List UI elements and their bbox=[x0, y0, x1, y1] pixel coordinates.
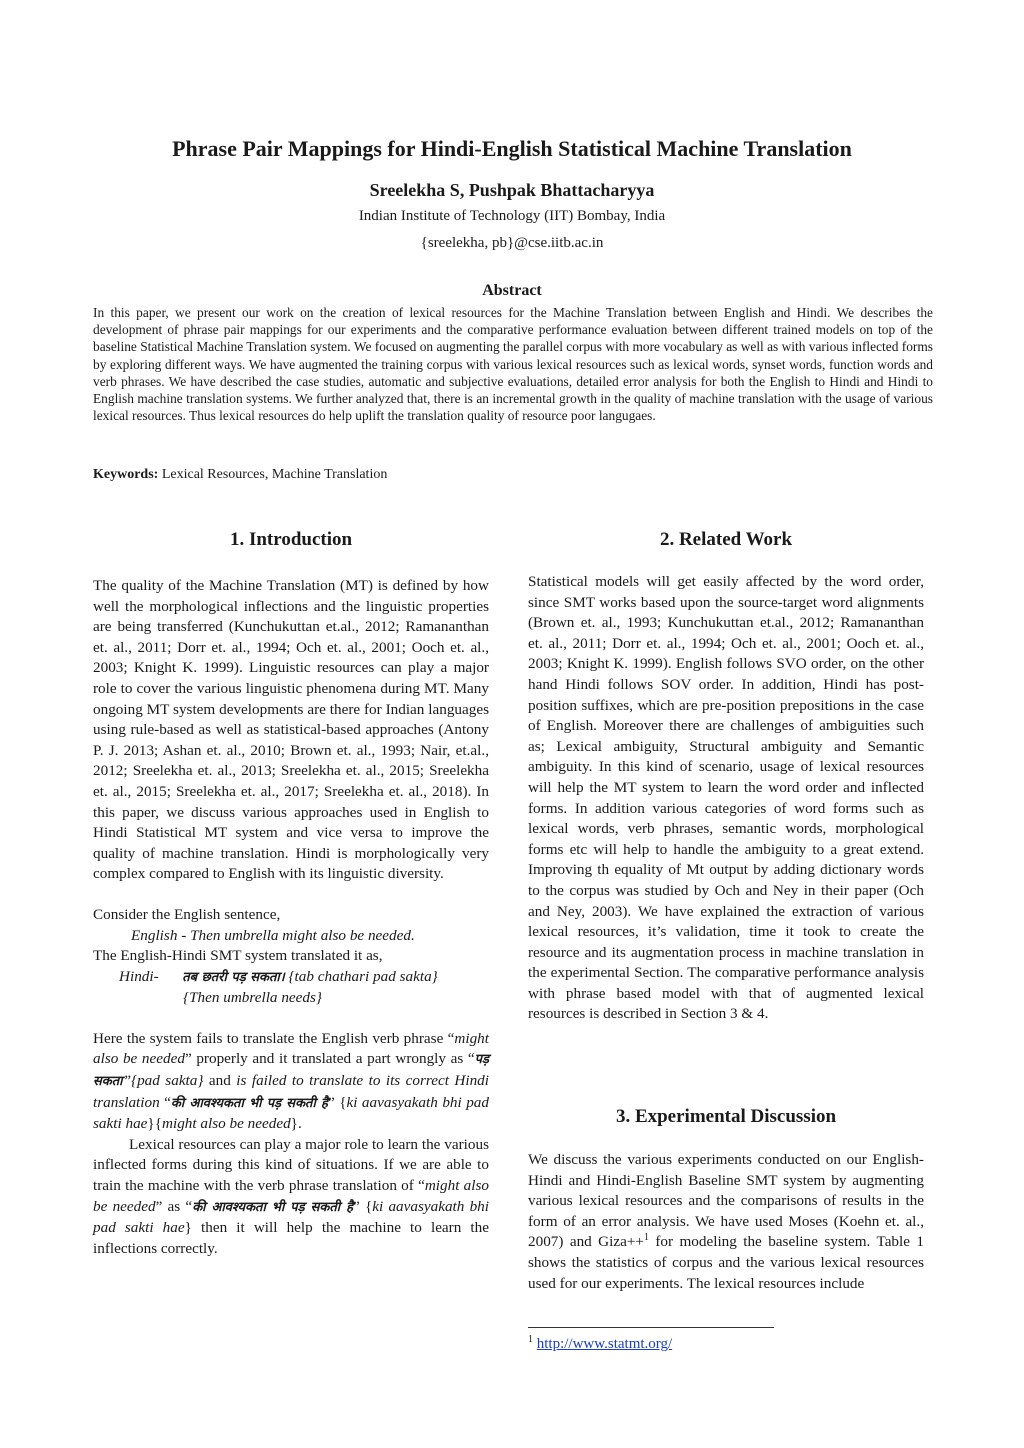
intro-paragraph-1: The quality of the Machine Translation (MT) is defined by how well the morphological inflections and the linguistic properties are being transferred (Kunchukuttan et.al., 2012; Ramananthan et. al., 2011; Dorr et. al., 1994; Och et. al., 2001; Ooch et. al., 2003; Knight K. 1999). Linguistic resources can play a major role to cover the various linguistic phenomena during MT. Many ongoing MT system developments are there for Indian languages using rule-based as well as statistical-based approaches (Antony P. J. 2013; Ashan et. al., 2010; Brown et. al., 1993; Nair, et.al., 2012; Sreelekha et. al., 2013; Sreelekha et. al., 2015; Sreelekha et. al., 2015; Sreelekha et. al., 2017; Sreelekha et. al., 2018). In this paper, we discuss various approaches used in English to Hindi Statistical MT system and vice versa to improve the quality of machine translation. Hindi is morphologically very complex compared to English with its linguistic diversity. bbox=[93, 577, 489, 883]
footnote-marker[interactable]: 1 bbox=[643, 1232, 649, 1244]
affiliation: Indian Institute of Technology (IIT) Bombay, India bbox=[358, 208, 666, 224]
hindi-transliteration: {tab chathari pad sakta} bbox=[288, 967, 438, 985]
abstract-heading: Abstract bbox=[482, 282, 542, 299]
email: {sreelekha, pb}@cse.iitb.ac.in bbox=[420, 235, 604, 251]
intro-heading: 1. Introduction bbox=[229, 529, 353, 550]
keywords-label: Keywords: bbox=[93, 467, 159, 482]
intro-paragraph-2: Here the system fails to translate the English verb phrase “might also be needed” properly and it translated a part wrongly as “पड़ सकता”{pad sakta} and is failed to translate to its correct Hindi translation “की आवश्यकता भी पड़ सकती है” {ki aavasyakath bhi pad sakti hae}{might also be needed}. bbox=[93, 1029, 489, 1133]
translated-as-line: The English-Hindi SMT system translated it as, bbox=[93, 947, 383, 965]
abstract-body: In this paper, we present our work on the creation of lexical resources for the Machine Translation between English and Hindi. We describes the development of phrase pair mappings for our experiments and the comparative performance evaluation between different trained models on top of the baseline Statistical Machine Translation system. We focused on augmenting the parallel corpus with more vocabulary as well as with various inflected forms by exploring different ways. We have augmented the training corpus with various lexical resources such as lexical words, synset words, function words and verb phrases. We have described the case studies, automatic and subjective evaluations, detailed error analysis for both the English to Hindi and Hindi to English machine translation systems. We further analyzed that, there is an incremental growth in the quality of machine translation with the usage of various lexical resources. Thus lexical resources do help uplift the translation quality of resource poor langugaes. bbox=[93, 305, 933, 424]
hindi-gloss: {Then umbrella needs} bbox=[183, 989, 322, 1007]
footnote-number: 1 bbox=[528, 1334, 533, 1345]
keywords bbox=[93, 467, 933, 483]
hindi-text: तब छतरी पड़ सकता। bbox=[182, 969, 285, 985]
authors: Sreelekha S, Pushpak Bhattacharyya bbox=[369, 180, 655, 200]
related-heading: 2. Related Work bbox=[659, 529, 793, 550]
english-example bbox=[93, 926, 489, 947]
paper-title: Phrase Pair Mappings for Hindi-English Statistical Machine Translation bbox=[172, 136, 852, 161]
english-sentence: Then umbrella might also be needed. bbox=[190, 926, 415, 944]
experimental-heading: 3. Experimental Discussion bbox=[615, 1106, 837, 1127]
footnote-link[interactable]: http://www.statmt.org/ bbox=[536, 1336, 673, 1352]
hindi-label: Hindi- bbox=[119, 967, 159, 985]
english-label: English - bbox=[131, 926, 187, 944]
right-column bbox=[528, 572, 924, 1025]
footnote-rule bbox=[528, 1327, 774, 1328]
hindi-example bbox=[93, 967, 489, 989]
keywords-value: Lexical Resources, Machine Translation bbox=[161, 467, 388, 482]
experimental-column bbox=[528, 1150, 924, 1294]
intro-paragraph-3: Lexical resources can play a major role to learn the various inflected forms during this kind of situations. If we are able to train the machine with the verb phrase translation of “might also be needed” as “की आवश्यकता भी पड़ सकती है” {ki aavasyakath bhi pad sakti hae} then it will help the machine to learn the inflections correctly. bbox=[93, 1135, 489, 1257]
related-paragraph: Statistical models will get easily affected by the word order, since SMT works based upon the source-target word alignments (Brown et. al., 1993; Kunchukuttan et.al., 2012; Ramananthan et. al., 2011; Dorr et. al., 1994; Och et. al., 2001; Ooch et. al., 2003; Knight K. 1999). English follows SVO order, on the other hand Hindi follows SOV order. In addition, Hindi has post-position suffixes, which are pre-position prepositions in the case of English. Moreover there are challenges of ambiguities such as; Lexical ambiguity, Structural ambiguity and Semantic ambiguity. In this kind of scenario, usage of lexical resources will help the MT system to learn the word order and inflected forms. In addition various categories of word forms such as lexical words, verb phrases, semantic words, morphological forms etc will help to handle the ambiguity to a great extend. Improving th equality of Mt output by adding dictionary words to the corpus was studied by Och and Ney in their paper (Och and Ney, 2003). We have explained the extraction of various lexical resources, it’s validation, time it took to create the resource and its augmentation process in machine translation in the experimental Section. The comparative performance analysis with phrase based model with that of augmented lexical resources is described in Section 3 & 4. bbox=[528, 573, 924, 1023]
left-column bbox=[93, 576, 489, 1259]
consider-line: Consider the English sentence, bbox=[93, 905, 281, 923]
experimental-paragraph: We discuss the various experiments conducted on our English-Hindi and Hindi-English Baseline SMT system by augmenting various lexical resources and the comparisons of results in the form of an error analysis. We have used Moses (Koehn et. al., 2007) and Giza++$^1$ for modeling the baseline system. Table 1 shows the statistics of corpus and the various lexical resources used for our experiments. The lexical resources include bbox=[528, 1151, 924, 1292]
footnote bbox=[528, 1336, 672, 1353]
